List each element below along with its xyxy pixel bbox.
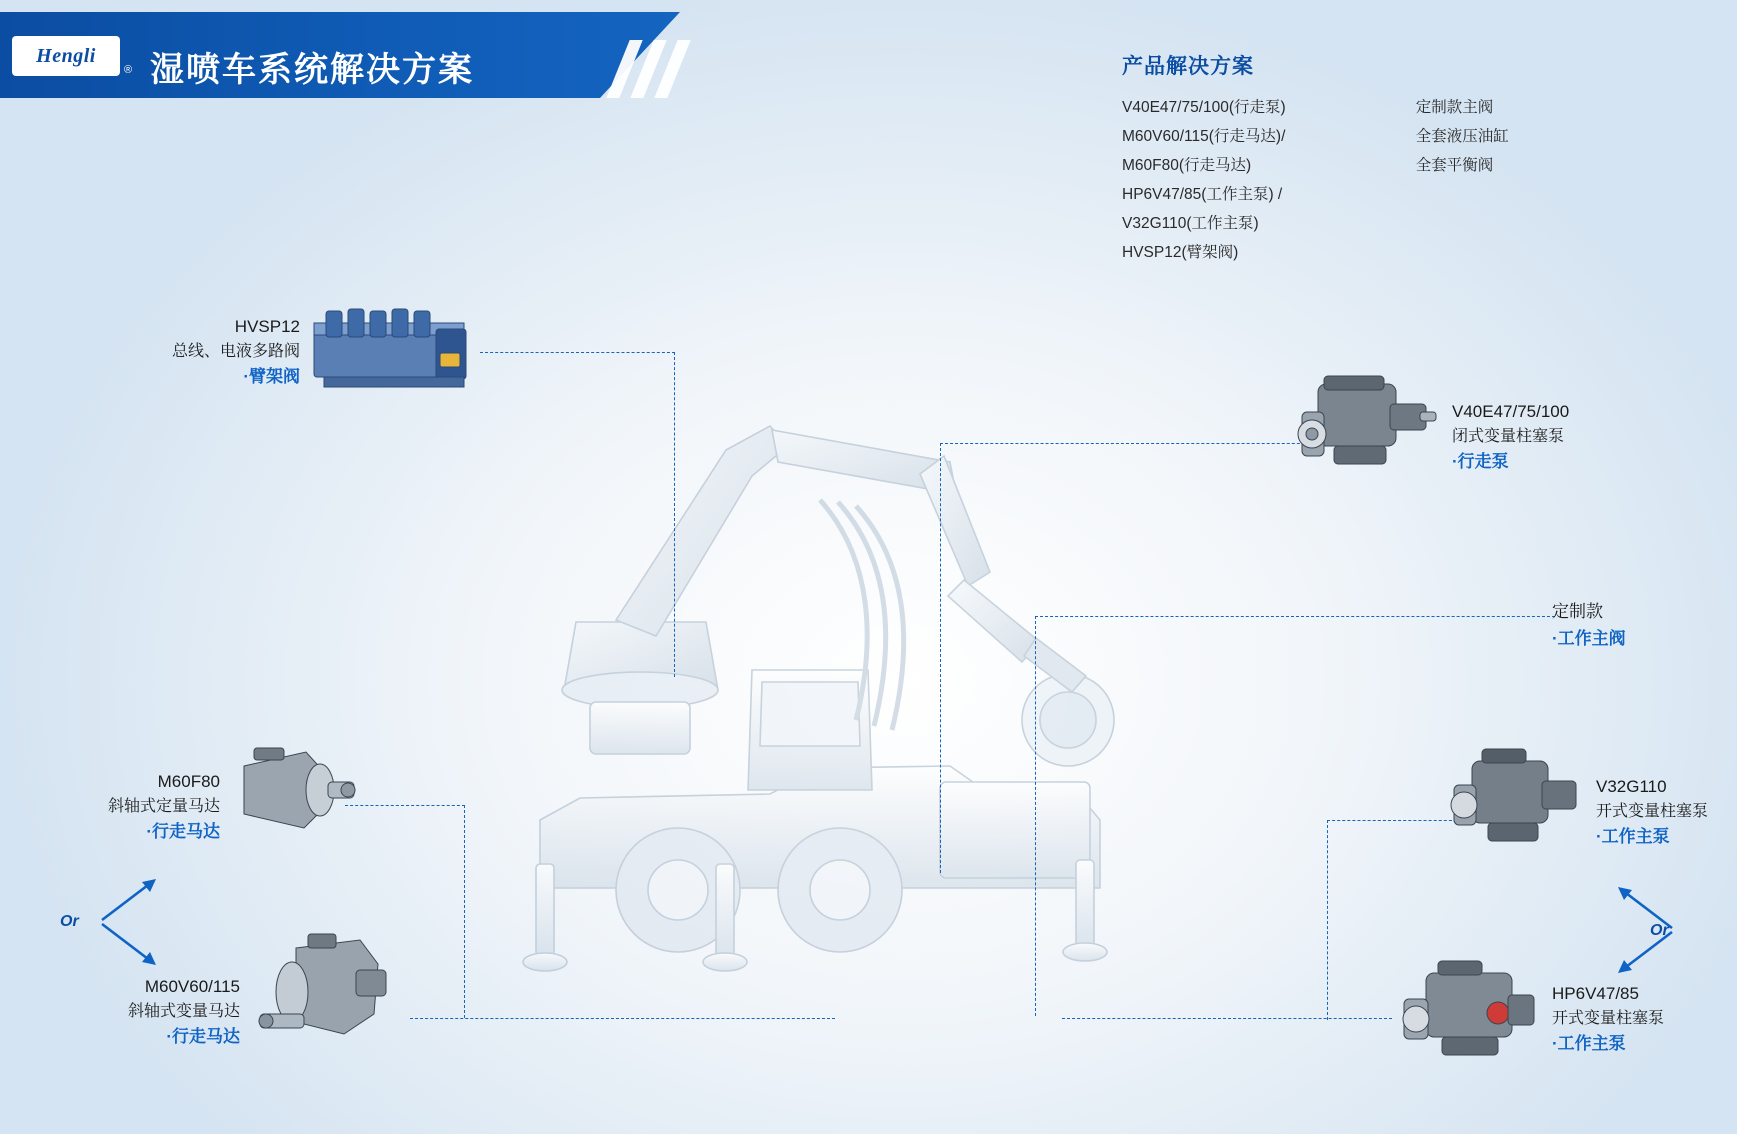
hvsp12-desc: 总线、电液多路阀 [171,342,300,360]
connector-v40e [940,443,1330,444]
logo-text: Hengli [36,44,96,67]
solutions-left-column [1122,98,1286,272]
m60v60-motor-image [252,930,392,1060]
solution-item: M60V60/115(行走马达)/ [1122,127,1286,145]
m60v60-desc: 斜轴式变量马达 [127,1002,240,1020]
solution-item: HVSP12(臂架阀) [1122,243,1239,261]
hp6v47-pump-image [1392,955,1542,1075]
solutions-title: 产品解决方案 [1122,55,1254,78]
connector-m60f80-vertical [464,805,465,1018]
callout-hp6v47 [1552,982,1732,1057]
connector-v40e-vertical [940,443,941,873]
main-valve-code: 定制款 [1552,602,1603,621]
hp6v47-code: HP6V47/85 [1552,984,1639,1003]
hp6v47-desc: 开式变量柱塞泵 [1552,1009,1665,1027]
connector-main-valve-vertical [1035,616,1036,1016]
solution-item: HP6V47/85(工作主泵) / [1122,185,1283,203]
or-label-left: Or [60,913,79,930]
page-title: 湿喷车系统解决方案 [150,50,474,90]
hvsp12-valve-image [308,305,478,400]
solutions-right-column [1416,98,1509,272]
v40e-desc: 闭式变量柱塞泵 [1452,427,1565,445]
hvsp12-tag: ·臂架阀 [243,366,300,386]
m60v60-tag: ·行走马达 [166,1026,240,1046]
v32g110-tag: ·工作主泵 [1596,826,1670,846]
or-arrows-right [1590,870,1700,990]
connector-main-valve [1035,616,1555,617]
hengli-logo [12,36,120,76]
callout-v40e [1452,400,1682,475]
hp6v47-tag: ·工作主泵 [1552,1033,1626,1053]
v32g110-code: V32G110 [1596,777,1667,796]
or-label-right: Or [1650,922,1669,939]
main-valve-tag: ·工作主阀 [1552,628,1626,648]
m60f80-code: M60F80 [157,772,220,791]
connector-hvsp12-vertical [674,352,675,677]
callout-hvsp12 [120,315,300,390]
connector-m60v60 [410,1018,835,1019]
v40e-code: V40E47/75/100 [1452,402,1570,421]
solution-item: V40E47/75/100(行走泵) [1122,99,1286,116]
solution-item: V32G110(工作主泵) [1122,214,1259,232]
connector-v32g110 [1327,820,1457,821]
callout-v32g110 [1596,775,1737,850]
product-solutions-panel [1122,50,1682,272]
or-arrows-left [78,862,188,982]
m60v60-code: M60V60/115 [144,977,240,996]
connector-m60f80 [345,805,465,806]
header-banner [0,12,700,98]
solution-item: 定制款主阀 [1415,99,1494,116]
solution-item: M60F80(行走马达) [1122,156,1252,174]
m60f80-tag: ·行走马达 [146,821,220,841]
decorative-slashes [618,40,708,98]
connector-v32g110-vertical [1327,820,1328,1020]
m60f80-desc: 斜轴式定量马达 [107,797,220,815]
connector-hp6v47 [1062,1018,1392,1019]
callout-m60f80 [40,770,220,845]
callout-m60v60 [60,975,240,1050]
hvsp12-code: HVSP12 [234,317,300,336]
callout-main-valve [1552,600,1732,652]
solution-item: 全套平衡阀 [1415,156,1494,174]
solution-item: 全套液压油缸 [1415,127,1509,145]
m60f80-motor-image [228,742,356,842]
connector-hvsp12 [480,352,675,353]
v32g110-pump-image [1442,745,1582,855]
shotcrete-machine-illustration [520,390,1240,1050]
v32g110-desc: 开式变量柱塞泵 [1596,802,1709,820]
v40e-pump-image [1290,370,1440,480]
v40e-tag: ·行走泵 [1452,451,1509,471]
registered-mark: ® [124,64,133,76]
